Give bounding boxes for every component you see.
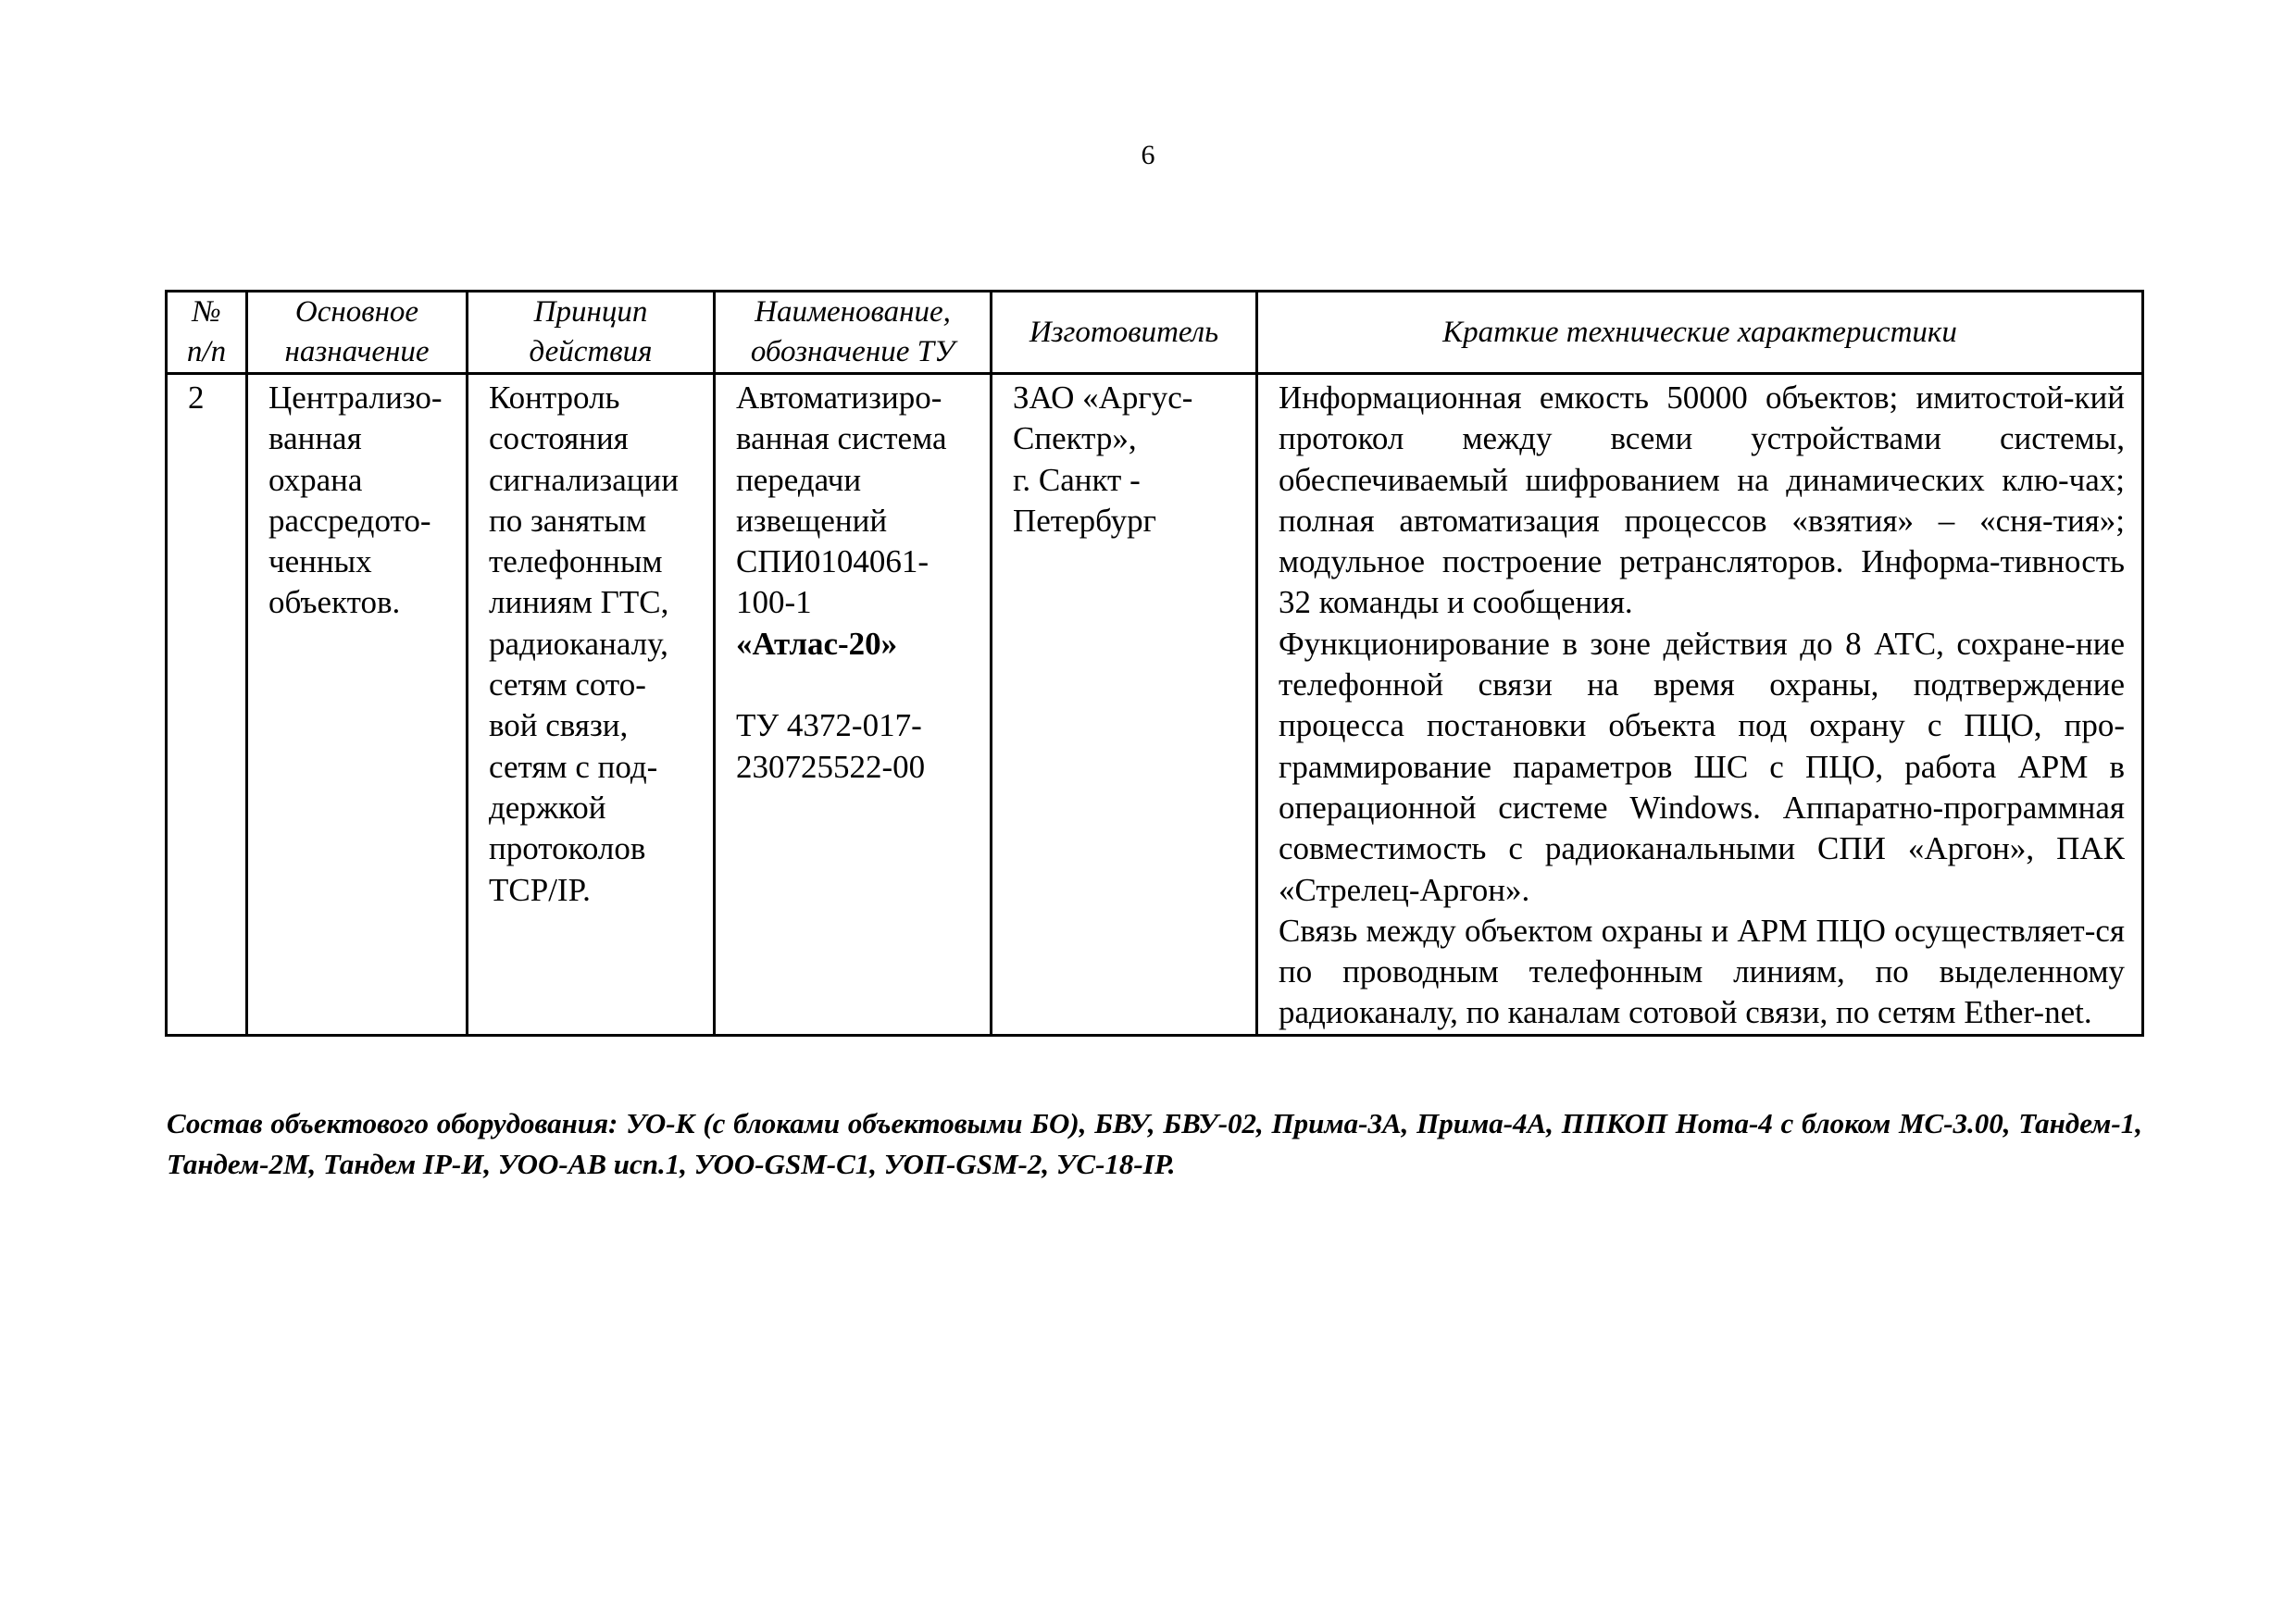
- tu-line: ТУ 4372-017-: [736, 707, 922, 744]
- cell-manufacturer: [992, 374, 1257, 1036]
- purpose-line: Централизо-: [268, 380, 443, 416]
- header-purpose-line: Основное: [294, 295, 419, 329]
- characteristics-paragraph: Функционирование в зоне действия до 8 АТС, сохране-ние телефонной связи на время охраны, подтверждение процесса постановки объекта под охрану с ПЦО, про-граммирование параметров ШС с ПЦО, работа АРМ в операционной системе Windows. Аппаратно-программная совместимость с радиоканальными СПИ «Аргон», ПАК «Стрелец-Аргон».: [1279, 625, 2125, 908]
- cell-name: [715, 374, 992, 1036]
- characteristics-paragraph: Информационная емкость 50000 объектов; имитостой-кий протокол между всеми устройствами системы, обеспечиваемый шифрованием на динамических клю-чах; полная автоматизация процессов «взятия» – «сня-тия»; модульное построение ретрансляторов. Информа-тивность 32 команды и сообщения.: [1279, 380, 2125, 621]
- principle-line: Контроль: [489, 380, 620, 416]
- spacer: [736, 665, 973, 705]
- header-name-line: обозначение ТУ: [750, 335, 955, 368]
- header-num-line: п/п: [186, 335, 227, 368]
- row-number: 2: [188, 380, 205, 416]
- principle-line: сигнализации: [489, 461, 679, 498]
- system-name: «Атлас-20»: [736, 625, 898, 662]
- principle-line: телефонным: [489, 543, 663, 580]
- characteristics-paragraph: Связь между объектом охраны и АРМ ПЦО осуществляет-ся по проводным телефонным линиям, по выделенному радиоканалу, по каналам сотовой связи, по сетям Ether-net.: [1279, 912, 2125, 1031]
- name-line: ванная система: [736, 420, 947, 457]
- name-line: Автоматизиро-: [736, 380, 942, 416]
- manufacturer-line: Спектр»,: [1013, 420, 1137, 457]
- principle-line: вой связи,: [489, 707, 629, 744]
- table-row: [167, 374, 2143, 1036]
- purpose-line: рассредото-: [268, 502, 431, 539]
- name-line: извещений: [736, 502, 888, 539]
- page-number: 6: [1141, 140, 1155, 170]
- header-characteristics-text: Краткие технические характеристики: [1442, 315, 1957, 349]
- header-characteristics: [1257, 292, 2143, 374]
- header-principle-line: Принцип: [533, 295, 648, 329]
- principle-line: по занятым: [489, 502, 647, 539]
- purpose-line: объектов.: [268, 584, 401, 621]
- cell-num: [167, 374, 247, 1036]
- equipment-composition-note: Состав объектового оборудования: УО-К (с блоками объектовыми БО), БВУ, БВУ-02, Прима-3А, Прима-4А, ППКОП Нота-4 с блоком МС-3.00, Тандем-1, Тандем-2М, Тандем IP-И, УОО-АВ исп.1, УОО-GSM-С1, УОП-GSM-2, УС-18-IP.: [167, 1107, 2142, 1180]
- cell-principle: [468, 374, 715, 1036]
- header-num: [167, 292, 247, 374]
- header-purpose-line: назначение: [284, 335, 430, 368]
- purpose-line: охрана: [268, 461, 363, 498]
- tu-line: 230725522-00: [736, 748, 926, 785]
- principle-line: состояния: [489, 420, 629, 457]
- name-line: СПИ0104061-: [736, 543, 930, 580]
- manufacturer-line: ЗАО «Аргус-: [1013, 380, 1193, 416]
- header-name: [715, 292, 992, 374]
- principle-line: радиоканалу,: [489, 625, 668, 662]
- header-purpose: [247, 292, 468, 374]
- manufacturer-line: Петербург: [1013, 502, 1156, 539]
- manufacturer-line: г. Санкт -: [1013, 461, 1141, 498]
- principle-line: держкой: [489, 789, 606, 826]
- principle-line: линиям ГТС,: [489, 584, 669, 621]
- cell-characteristics: [1257, 374, 2143, 1036]
- principle-line: сетям сото-: [489, 666, 646, 703]
- name-line: передачи: [736, 461, 862, 498]
- header-manufacturer-text: Изготовитель: [1029, 315, 1219, 349]
- equipment-table: [165, 290, 2144, 1037]
- principle-line: TCP/IP.: [489, 871, 591, 908]
- header-name-line: Наименование,: [755, 295, 951, 329]
- cell-purpose: [247, 374, 468, 1036]
- header-num-line: №: [192, 295, 221, 329]
- purpose-line: ванная: [268, 420, 362, 457]
- name-line: 100-1: [736, 584, 812, 621]
- header-principle-line: действия: [529, 335, 653, 368]
- header-principle: [468, 292, 715, 374]
- principle-line: сетям с под-: [489, 748, 658, 785]
- principle-line: протоколов: [489, 830, 646, 867]
- table-header-row: [167, 292, 2143, 374]
- purpose-line: ченных: [268, 543, 372, 580]
- header-manufacturer: [992, 292, 1257, 374]
